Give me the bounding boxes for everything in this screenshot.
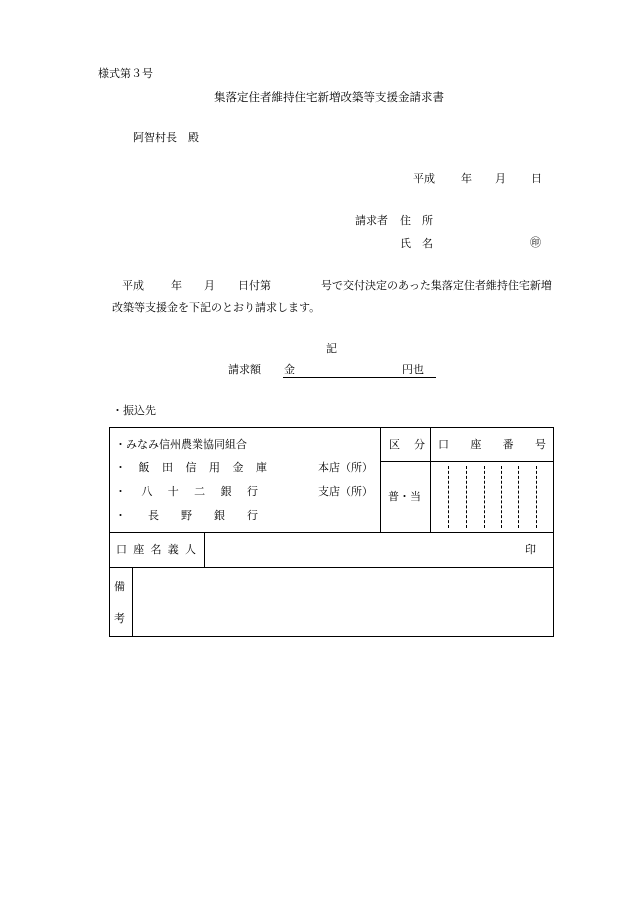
name-label: 氏 名 <box>400 237 433 250</box>
account-digit-divider <box>448 466 449 528</box>
page-title: 集落定住者維持住宅新増改築等支援金請求書 <box>214 90 444 104</box>
date-year: 年 <box>461 172 472 185</box>
body-line1-rest: 号で交付決定のあった集落定住者維持住宅新増 <box>321 279 552 292</box>
remarks-label-top: 備 <box>114 580 125 593</box>
addressee: 阿智村長 殿 <box>133 131 199 144</box>
seal-mark: ㊞ <box>530 236 541 249</box>
body-month: 月 <box>204 279 215 292</box>
bank-iida: ・ 飯 田 信 用 金 庫 <box>115 461 267 474</box>
transfer-heading: ・振込先 <box>112 404 156 417</box>
bank-hachijuni: ・ 八 十 二 銀 行 <box>115 485 258 498</box>
type-value: 普・当 <box>388 490 421 503</box>
bank-ja: ・みなみ信州農業協同組合 <box>115 438 247 451</box>
account-digit-divider <box>501 466 502 528</box>
ki-heading: 記 <box>326 342 337 355</box>
body-day-no: 日付第 <box>238 279 271 292</box>
account-digit-divider <box>518 466 519 528</box>
remarks-label-bottom: 考 <box>114 612 125 625</box>
form-number: 様式第３号 <box>98 67 153 80</box>
amount-suffix: 円也 <box>402 363 424 376</box>
amount-underline <box>283 377 436 378</box>
body-year: 年 <box>171 279 182 292</box>
account-digit-divider <box>466 466 467 528</box>
date-era: 平成 <box>413 172 435 185</box>
date-day: 日 <box>531 172 542 185</box>
type-header: 区 分 <box>389 438 425 451</box>
branch-sub: 支店（所） <box>318 485 373 498</box>
account-digit-divider <box>484 466 485 528</box>
branch-main: 本店（所） <box>318 461 373 474</box>
amount-prefix: 金 <box>284 363 295 376</box>
account-digit-divider <box>536 466 537 528</box>
date-month: 月 <box>495 172 506 185</box>
holder-seal: 印 <box>525 543 536 556</box>
account-holder-label: 口 座 名 義 人 <box>116 543 196 556</box>
account-number-header: 口 座 番 号 <box>438 438 546 451</box>
amount-label: 請求額 <box>228 363 261 376</box>
body-era: 平成 <box>122 279 144 292</box>
bank-nagano: ・ 長 野 銀 行 <box>115 509 258 522</box>
address-label: 住 所 <box>400 214 433 227</box>
body-line2: 改築等支援金を下記のとおり請求します。 <box>112 301 321 314</box>
requester-label: 請求者 <box>355 214 388 227</box>
